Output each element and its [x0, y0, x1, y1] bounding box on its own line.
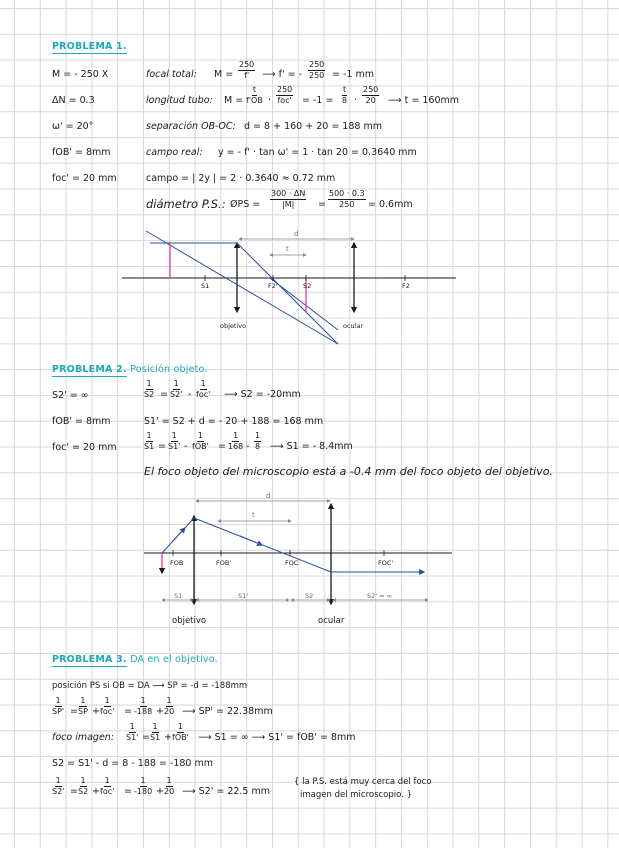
p2-eq1-minus: - [188, 389, 192, 400]
p3-line1: posición PS si OB = DA ⟶ SP = -d = -188mm [52, 681, 248, 691]
tube-frac2: 250 foc' [277, 85, 293, 105]
tube-frac3: $\frac{t}{8}$ [342, 85, 348, 105]
p3-l5-frac-b: $\frac{1}{S2}$ [78, 776, 89, 796]
fig2-t-label: t [252, 511, 255, 519]
p3-l5-frac-c: 1 foc' [100, 776, 115, 796]
p3-l3-frac-b: $\frac{1}{S1}$ [150, 722, 161, 742]
separation-label: separación OB-OC: [146, 121, 236, 132]
p3-l2-frac-b: $\frac{1}{SP}$ [78, 696, 88, 716]
fig2-s2p-label: S2' = ∞ [367, 592, 393, 600]
ps-frac2: $\frac{500 \cdot 0.3}{250}$ [329, 189, 365, 209]
fig1-objective-label: objetivo [220, 322, 247, 330]
ps-frac1: $\frac{300 \cdot \Delta N}{|M|}$ [271, 189, 306, 209]
fig2-fob-label: FOB [170, 559, 184, 567]
p3-l2-plus2: + [156, 706, 164, 717]
fig1-s2-label: S2 [303, 282, 312, 290]
field-real-label: campo real: [146, 147, 203, 158]
fig1-ocular-label: ocular [343, 322, 364, 330]
p2-eq3-frac-e: $\frac{1}{8}$ [255, 431, 261, 451]
tube-pre: M = [224, 95, 244, 106]
p1-foc: foc' = 20 mm [52, 173, 117, 184]
fig2-foc2-label: FOC' [378, 559, 394, 567]
focal-frac1: $\frac{250}{f'}$ [239, 60, 255, 80]
focal-arrow: ⟶ f' = - [262, 69, 303, 80]
fig1-s1-label: S1 [201, 282, 210, 290]
p3-l2-frac-e: $\frac{1}{20}$ [164, 696, 175, 716]
p3-l5-frac-a: $\frac{1}{S2'}$ [52, 776, 65, 796]
fig2-fob2-label: FOB' [216, 559, 232, 567]
p3-l3-frac-c: 1 fOB' [172, 722, 189, 742]
p2-eq1-frac-c: 1 foc' [196, 379, 211, 399]
fig2-ocular-label: ocular [318, 616, 345, 626]
p3-l5-eq2: = [124, 786, 132, 797]
focal-total-label: focal total: [146, 69, 197, 80]
p3-l5-plus: + [92, 786, 100, 797]
p1-magnification: M = - 250 X [52, 69, 109, 80]
p3-l2-eq: = [70, 706, 78, 717]
p3-l5-plus2: + [156, 786, 164, 797]
p2-eq3-eq2: = [218, 441, 226, 452]
fig1-f2-label: F2' [268, 282, 278, 290]
field-total: campo = | 2y | = 2 · 0.3640 ≈ 0.72 mm [146, 173, 336, 184]
p3-l3-eq: = [142, 732, 150, 743]
separation-expr: d = 8 + 160 + 20 = 188 mm [244, 121, 382, 132]
tube-frac1: $\frac{t}{f'OB}$ [246, 85, 263, 105]
p3-l5-frac-e: $\frac{1}{20}$ [164, 776, 175, 796]
p2-eq1-frac-b: $\frac{1}{S2'}$ [170, 379, 183, 399]
p2-eq3-eq: = [158, 441, 166, 452]
tube-dot: · [268, 95, 272, 106]
p3-note-line2: imagen del microscopio. } [300, 790, 412, 800]
p2-eq1-frac-a: $\frac{1}{S2}$ [144, 379, 155, 399]
field-real-expr: y = - f' · tan ω' = 1 · tan 20 = 0.3640 mm [218, 147, 417, 158]
ps-eq: = [318, 199, 326, 210]
tube-eq: = -1 = [302, 95, 334, 106]
p2-eq1-eq: = [160, 389, 168, 400]
p3-line4: S2 = S1' - d = 8 - 188 = -180 mm [52, 758, 213, 769]
p3-l2-result: ⟶ SP' = 22.38mm [182, 706, 273, 717]
p3-l5-result: ⟶ S2' = 22.5 mm [182, 786, 271, 797]
tube-dot2: · [354, 95, 358, 106]
tube-frac4: $\frac{250}{20}$ [363, 85, 379, 105]
tube-length-label: longitud tubo: [146, 95, 213, 106]
p1-fob: fOB' = 8mm [52, 147, 111, 158]
fig2-s1-label: S1 [174, 592, 183, 600]
p2-fob: fOB' = 8mm [52, 416, 111, 427]
p2-eq3-frac-a: $\frac{1}{S1}$ [144, 431, 155, 451]
problem1-title: PROBLEMA 1. [52, 41, 127, 52]
p3-l5-frac-d: $\frac{1}{-180}$ [134, 776, 153, 796]
fig1-t-label: t [286, 245, 289, 253]
ps-pre: ØPS = [230, 199, 261, 210]
p3-l2-frac-a: $\frac{1}{SP'}$ [52, 696, 65, 716]
p3-l3-label: foco imagen: [52, 732, 115, 743]
p2-foc: foc' = 20 mm [52, 442, 117, 453]
p3-l3-frac-a: $\frac{1}{S1'}$ [126, 722, 139, 742]
fig2-objective-label: objetivo [172, 616, 207, 626]
fig2-d-label: d [266, 492, 271, 500]
p2-eq1-result: ⟶ S2 = -20mm [224, 389, 301, 400]
p2-eq3-minus2: - [246, 441, 250, 452]
p2-eq3-frac-b: $\frac{1}{S1'}$ [168, 431, 181, 451]
p2-s2prime: S2' = ∞ [52, 390, 89, 401]
p3-l2-plus: + [92, 706, 100, 717]
p1-field-angle: ω' = 20° [52, 121, 94, 132]
p3-l5-eq: = [70, 786, 78, 797]
p3-l2-eq2: = [124, 706, 132, 717]
p3-l2-frac-c: 1 foc' [100, 696, 115, 716]
p3-l2-frac-d: $\frac{1}{-188}$ [134, 696, 153, 716]
fig1-d-label: d [294, 230, 299, 238]
p2-eq3-result: ⟶ S1 = - 8.4mm [270, 441, 353, 452]
fig2-s2-label: S2 [305, 592, 314, 600]
problem2-title: PROBLEMA 2. Posición objeto. [52, 364, 208, 375]
fig2-ray-mid [194, 518, 331, 572]
fig2-foc-label: FOC [285, 559, 299, 567]
focal-pre: M = [214, 69, 234, 80]
ps-result: = 0.6mm [368, 199, 413, 210]
p3-note-line1: { la P.S. está muy cerca del foco [294, 777, 432, 787]
fig1-f2b-label: F2 [402, 282, 410, 290]
fig2-s1p-label: S1' [238, 592, 249, 600]
ps-diameter-label: diámetro P.S.: [146, 197, 226, 211]
p2-eq3-frac-c: 1 fOB' [192, 431, 209, 451]
focal-result: = -1 mm [332, 69, 374, 80]
tube-result: ⟶ t = 160mm [388, 95, 460, 106]
p3-l3-plus: + [164, 732, 172, 743]
p2-eq3-minus: - [184, 441, 188, 452]
focal-frac2: $\frac{250}{250}$ [309, 60, 325, 80]
p2-eq3-frac-d: $\frac{1}{168}$ [228, 431, 244, 451]
p3-l3-result: ⟶ S1 = ∞ ⟶ S1' = fOB' = 8mm [198, 732, 356, 743]
p1-aperture: ΔN = 0.3 [52, 95, 95, 106]
p2-eq2: S1' = S2 + d = - 20 + 188 = 168 mm [144, 416, 324, 427]
problem3-title: PROBLEMA 3. DA en el objetivo. [52, 654, 218, 665]
p2-conclusion: El foco objeto del microscopio está a -0.4 mm del foco objeto del objetivo. [144, 465, 553, 478]
